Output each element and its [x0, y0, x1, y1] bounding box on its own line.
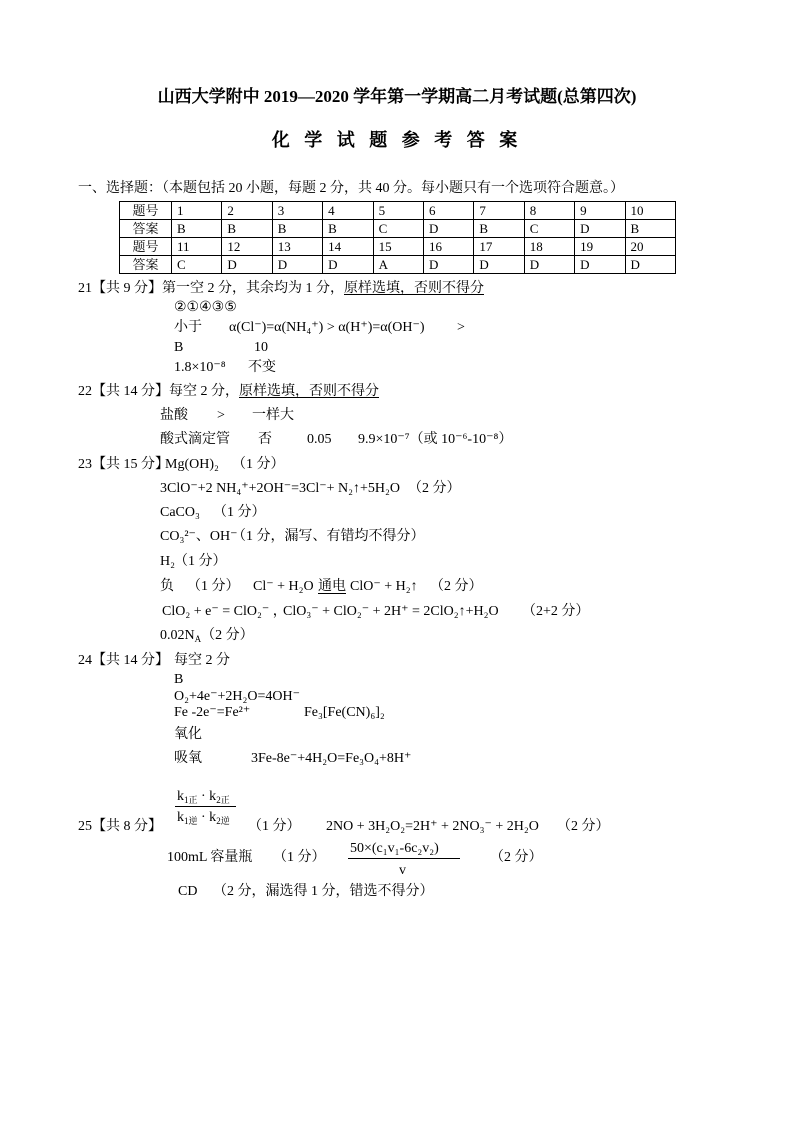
table-cell: D — [272, 256, 322, 274]
table-cell: 5 — [373, 202, 423, 220]
table-row-label: 答案 — [120, 256, 172, 274]
table-cell: A — [373, 256, 423, 274]
section1-heading: 一、选择题：（本题包括 20 小题，每题 2 分，共 40 分。每小题只有一个选项符合题意。） — [78, 181, 624, 196]
q22-header — [78, 384, 379, 400]
q21-ksp: 1.8×10⁻⁸ — [174, 360, 226, 375]
table-cell: B — [172, 220, 222, 238]
table-cell: 13 — [272, 238, 322, 256]
table-cell: 11 — [172, 238, 222, 256]
table-cell: D — [625, 256, 675, 274]
q22-relation: > — [217, 408, 225, 423]
q23-a6-eq-right: ClO⁻ + H₂↑ — [350, 579, 418, 594]
q25-choice: CD — [178, 884, 198, 899]
table-cell: C — [172, 256, 222, 274]
q23-a2-text: 3ClO⁻+2 NH₄⁺+2OH⁻=3Cl⁻+ N₂↑+5H₂O — [160, 481, 401, 496]
table-cell: D — [575, 220, 625, 238]
q23-a6-pole: 负 — [160, 579, 174, 594]
table-cell: 9 — [575, 202, 625, 220]
k-fraction-bar — [175, 806, 236, 807]
q25-equation-score: （2 分） — [557, 819, 610, 834]
q21-ph: 10 — [254, 340, 268, 355]
table-cell: C — [373, 220, 423, 238]
q25-equation: 2NO + 3H₂O₂=2H⁺ + 2NO₃⁻ + 2H₂O — [326, 819, 539, 834]
k-symbol: k — [177, 789, 184, 804]
table-cell: B — [474, 220, 524, 238]
table-cell: 2 — [222, 202, 272, 220]
q21-note: 第一空 2 分，其余均为 1 分， — [162, 281, 344, 296]
k-symbol: · k — [197, 789, 217, 804]
k-symbol: · k — [197, 810, 217, 825]
q23-a7-eq2: ClO₃⁻ + ClO₂⁻ + 2H⁺ = 2ClO₂↑+H₂O — [283, 604, 499, 619]
table-cell: D — [423, 256, 473, 274]
q25-conc-denominator: v — [399, 863, 406, 878]
q23-a4-text: CO₃²⁻、OH⁻ — [160, 529, 238, 544]
k-subscript: 1正 — [184, 795, 198, 805]
q25-flask-score: （1 分） — [273, 850, 326, 865]
q24-a6: 吸氧 — [174, 751, 202, 766]
table-cell: D — [524, 256, 574, 274]
q25-flask: 100mL 容量瓶 — [167, 850, 253, 865]
table-cell: 18 — [524, 238, 574, 256]
table-row — [120, 256, 676, 274]
q23-a6-score: （2 分） — [430, 579, 483, 594]
q21-order: ②①④③⑤ — [174, 300, 237, 315]
table-row — [120, 238, 676, 256]
q22-judge: 否 — [258, 432, 272, 447]
q22-label: 22【共 14 分】 — [78, 384, 169, 399]
q24-a7: 3Fe-8e⁻+4H₂O=Fe₃O₄+8H⁺ — [251, 751, 412, 766]
q24-label: 24【共 14 分】 — [78, 653, 169, 668]
table-cell: 1 — [172, 202, 222, 220]
q22-same: 一样大 — [252, 408, 294, 423]
q24-a1: B — [174, 672, 184, 687]
q23-a6-condition: 通电 — [318, 579, 346, 594]
q23-a2-score: （2 分） — [408, 481, 461, 496]
q22-range: 9.9×10⁻⁷（或 10⁻⁶-10⁻⁸） — [358, 432, 513, 447]
q22-burette: 酸式滴定管 — [160, 432, 230, 447]
q21-header — [78, 281, 484, 297]
q21-relation: > — [457, 320, 465, 335]
table-cell: 16 — [423, 238, 473, 256]
q24-a5: 氧化 — [174, 727, 202, 742]
q24-a3: Fe -2e⁻=Fe²⁺ — [174, 705, 251, 720]
table-cell: D — [575, 256, 625, 274]
q23-a6-eq-left: Cl⁻ + H₂O — [253, 579, 314, 594]
table-row — [120, 202, 676, 220]
q24-note: 每空 2 分 — [174, 653, 230, 668]
q23-a6-pole-score: （1 分） — [187, 579, 240, 594]
q22-value: 0.05 — [307, 432, 332, 447]
table-row-label: 答案 — [120, 220, 172, 238]
answer-table — [119, 201, 676, 274]
table-cell: D — [474, 256, 524, 274]
q25-k-numerator — [177, 789, 230, 805]
document-title: 山西大学附中 2019—2020 学年第一学期高二月考试题(总第四次) — [157, 87, 637, 106]
table-cell: 17 — [474, 238, 524, 256]
table-cell: 4 — [323, 202, 373, 220]
q23-a7-score: （2+2 分） — [522, 604, 590, 619]
table-cell: 8 — [524, 202, 574, 220]
q24-a4: Fe₃[Fe(CN)₆]₂ — [304, 705, 385, 720]
q21-change: 不变 — [248, 360, 276, 375]
conc-fraction-bar — [348, 858, 460, 859]
table-row-label: 题号 — [120, 202, 172, 220]
table-cell: 15 — [373, 238, 423, 256]
table-cell: B — [323, 220, 373, 238]
q21-choice: B — [174, 340, 184, 355]
k-symbol: k — [177, 810, 184, 825]
k-subscript: 2正 — [216, 795, 230, 805]
q25-k-score: （1 分） — [248, 819, 301, 834]
q25-conc-score: （2 分） — [490, 850, 543, 865]
q23-a3-score: （1 分） — [213, 505, 266, 520]
table-cell: B — [222, 220, 272, 238]
table-cell: 7 — [474, 202, 524, 220]
q23-a4-score: （1 分，漏写、有错均不得分） — [232, 529, 425, 544]
q23-a5-text: H₂ — [160, 554, 175, 569]
table-cell: 20 — [625, 238, 675, 256]
q23-label: 23【共 15 分】 — [78, 457, 169, 472]
q21-compare: 小于 — [174, 320, 202, 335]
table-cell: D — [323, 256, 373, 274]
k-subscript: 1逆 — [184, 816, 198, 826]
table-cell: B — [272, 220, 322, 238]
table-cell: D — [423, 220, 473, 238]
q23-a7-eq1: ClO₂ + e⁻ = ClO₂⁻ ， — [162, 604, 287, 619]
table-cell: 12 — [222, 238, 272, 256]
table-cell: C — [524, 220, 574, 238]
q21-label: 21【共 9 分】 — [78, 281, 162, 296]
table-cell: 6 — [423, 202, 473, 220]
table-row-label: 题号 — [120, 238, 172, 256]
q23-a5-score: （1 分） — [174, 554, 227, 569]
q21-note-underlined: 原样选填，否则不得分 — [344, 281, 484, 296]
table-cell: B — [625, 220, 675, 238]
q22-acid: 盐酸 — [160, 408, 188, 423]
q25-k-denominator — [177, 810, 230, 826]
table-row — [120, 220, 676, 238]
q23-a8-sub: A — [194, 634, 202, 644]
table-cell: 3 — [272, 202, 322, 220]
table-cell: 14 — [323, 238, 373, 256]
q21-ion-order: α(Cl⁻)=α(NH₄⁺) > α(H⁺)=α(OH⁻) — [229, 320, 425, 335]
q22-note: 每空 2 分， — [169, 384, 239, 399]
q23-a8-text: 0.02N — [160, 628, 195, 643]
table-cell: 19 — [575, 238, 625, 256]
q25-conc-numerator: 50×(c₁v₁-6c₂v₂) — [350, 841, 439, 856]
table-cell: 10 — [625, 202, 675, 220]
q23-a8-score: （2 分） — [201, 628, 254, 643]
q24-a2: O₂+4e⁻+2H₂O=4OH⁻ — [174, 689, 300, 704]
table-cell: D — [222, 256, 272, 274]
q23-a3-text: CaCO₃ — [160, 505, 200, 520]
q25-choice-score: （2 分，漏选得 1 分，错选不得分） — [213, 884, 434, 899]
q22-note-underlined: 原样选填，否则不得分 — [239, 384, 379, 399]
document-subtitle: 化 学 试 题 参 考 答 案 — [271, 130, 523, 150]
k-subscript: 2逆 — [216, 816, 230, 826]
q23-a1-text: Mg(OH)₂ — [165, 457, 219, 472]
q23-a1-score: （1 分） — [232, 457, 285, 472]
q23-a8 — [160, 628, 254, 644]
q25-label: 25【共 8 分】 — [78, 819, 162, 834]
